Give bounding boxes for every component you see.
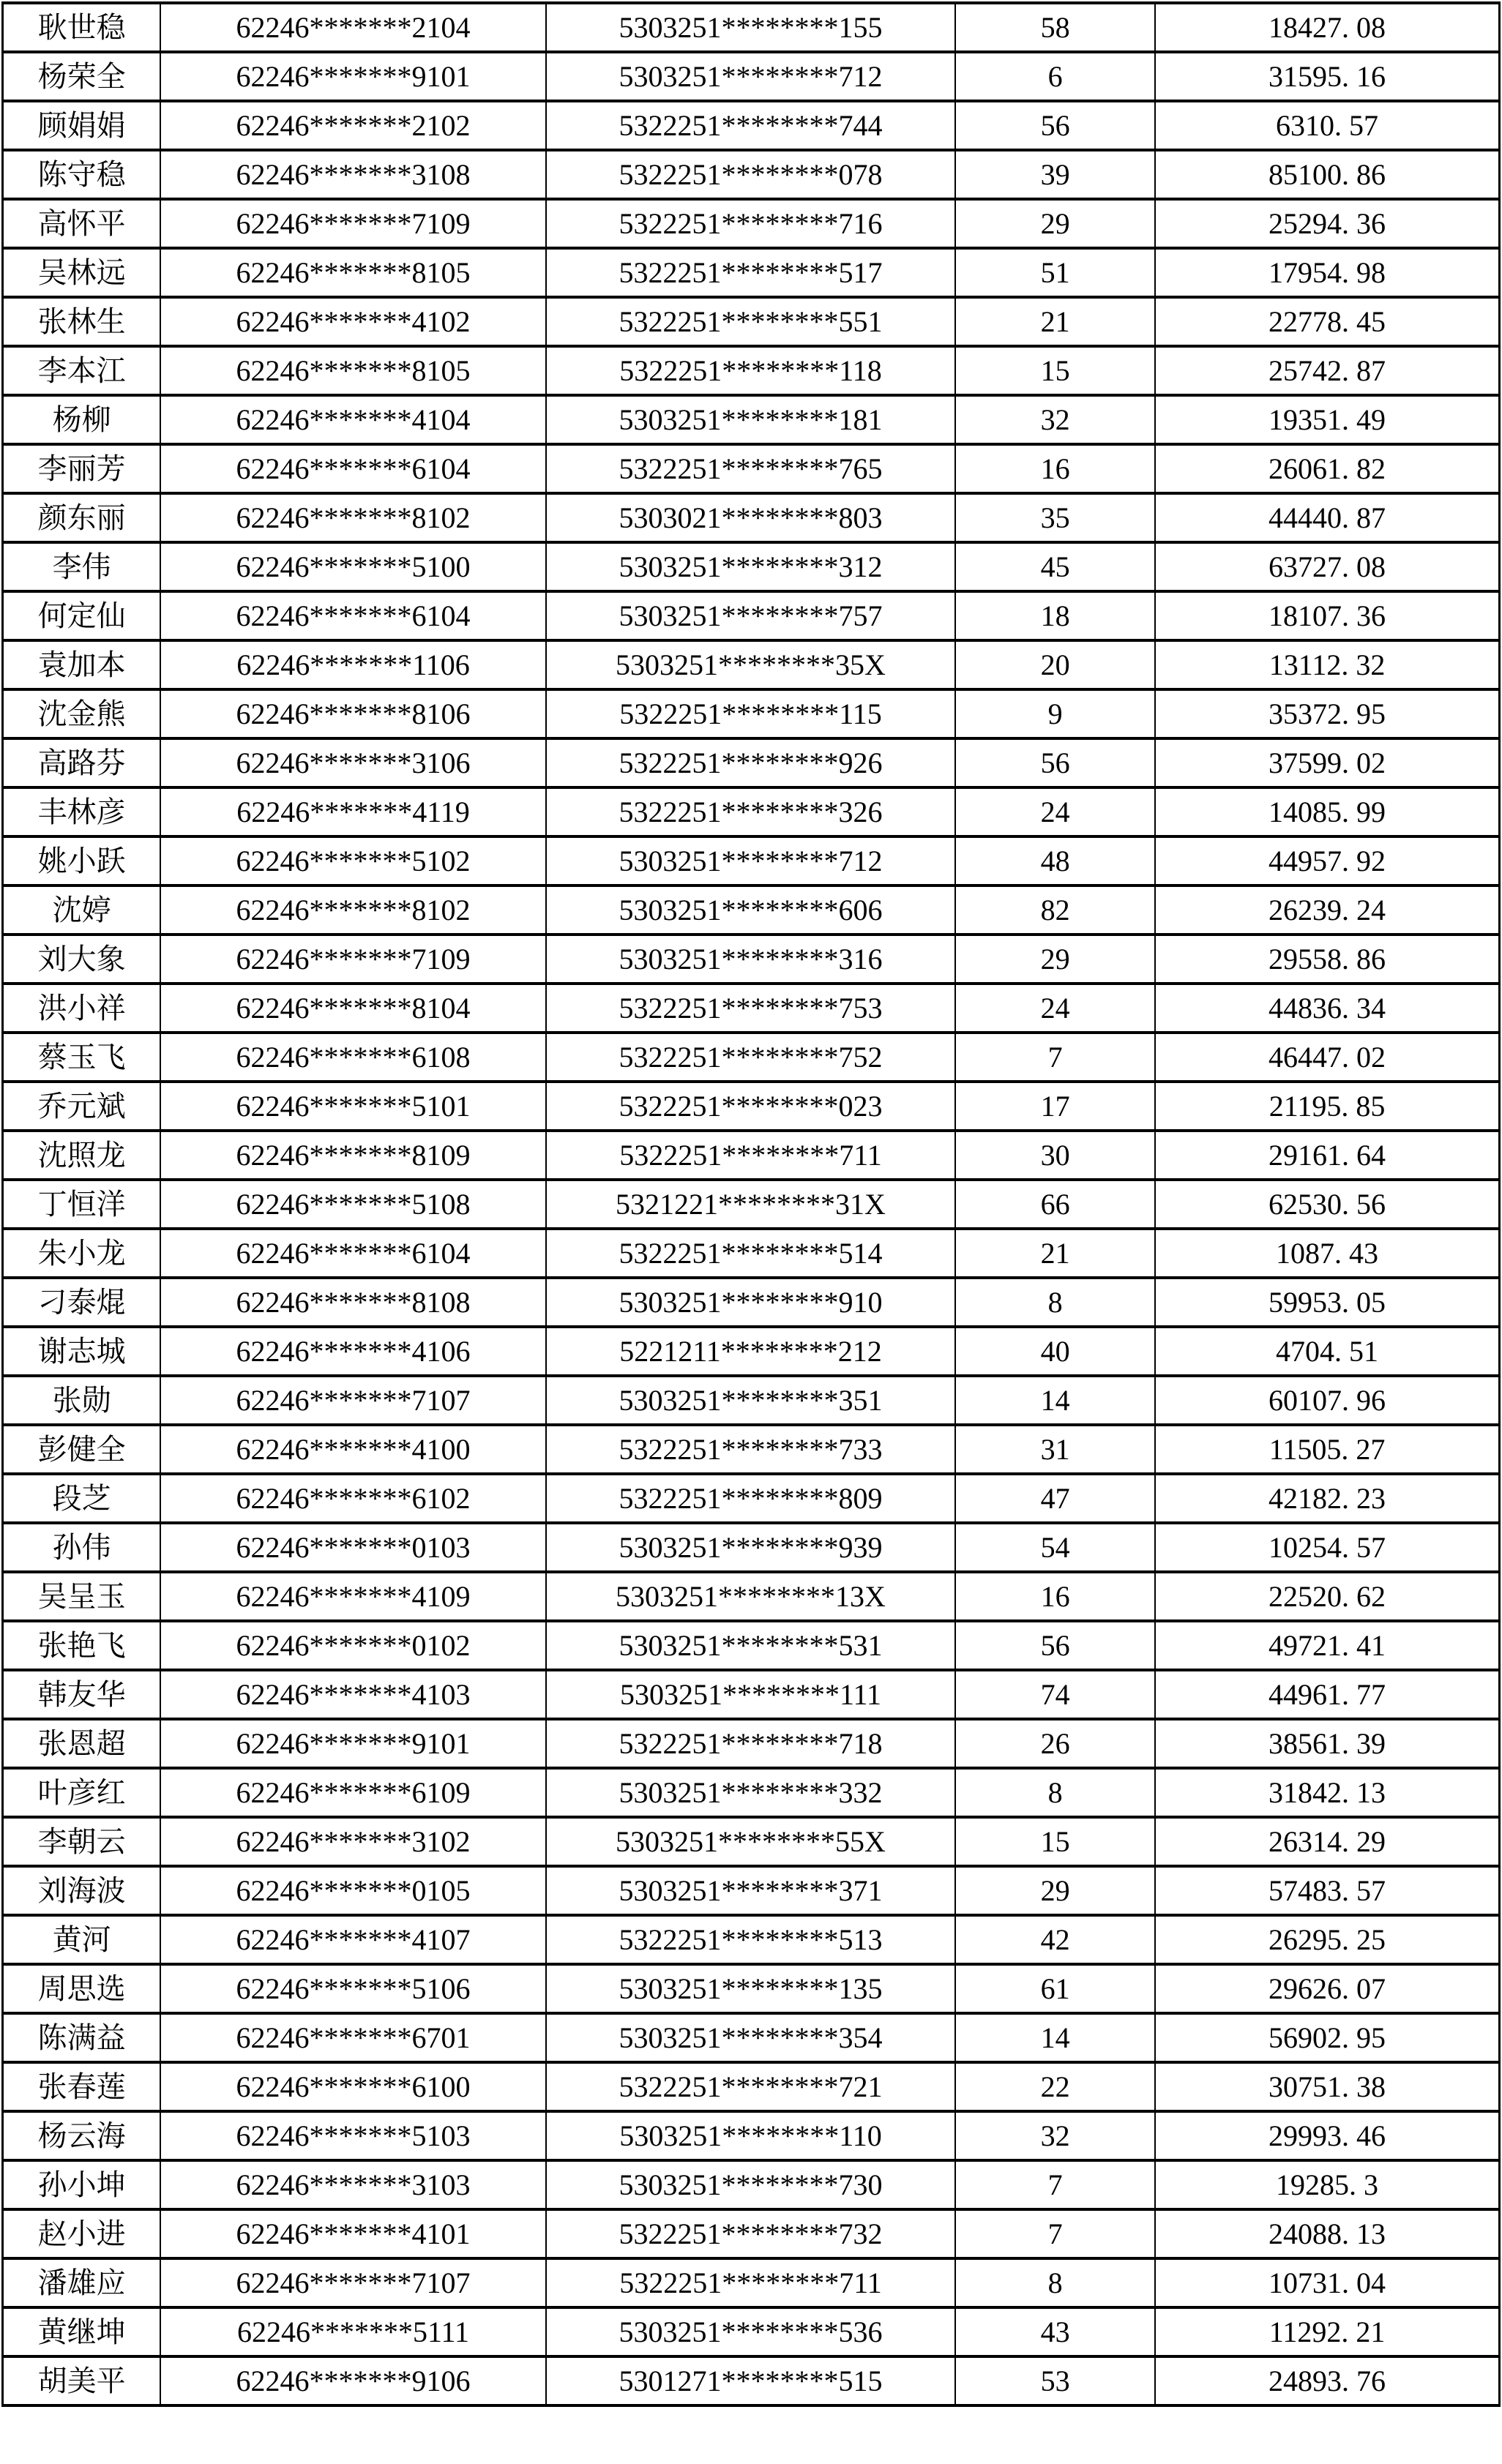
amount-cell: 30751. 38 [1155,2062,1499,2111]
person-name-cell: 黄继坤 [3,2307,161,2356]
person-name-cell: 杨柳 [3,395,161,444]
account-number-cell: 62246*******4119 [160,787,546,836]
person-name-cell: 孙伟 [3,1523,161,1572]
table-row [3,1131,1500,1180]
table-row [3,1964,1500,2013]
transaction-count-cell: 53 [955,2356,1155,2405]
account-number-cell: 62246*******5103 [160,2111,546,2160]
amount-cell: 14085. 99 [1155,787,1499,836]
id-number-cell: 5322251********732 [546,2209,955,2258]
person-name-cell: 杨荣全 [3,52,161,101]
table-row [3,2209,1500,2258]
id-number-cell: 5322251********716 [546,199,955,248]
transaction-count-cell: 8 [955,1278,1155,1327]
account-number-cell: 62246*******4103 [160,1670,546,1719]
account-number-cell: 62246*******6701 [160,2013,546,2062]
person-name-cell: 谢志城 [3,1327,161,1376]
person-name-cell: 孙小坤 [3,2160,161,2209]
amount-cell: 44957. 92 [1155,836,1499,885]
amount-cell: 24893. 76 [1155,2356,1499,2405]
transaction-count-cell: 7 [955,1033,1155,1082]
table-row [3,2307,1500,2356]
table-row [3,1180,1500,1229]
amount-cell: 11292. 21 [1155,2307,1499,2356]
person-name-cell: 颜东丽 [3,493,161,542]
amount-cell: 62530. 56 [1155,1180,1499,1229]
person-name-cell: 高路芬 [3,738,161,787]
amount-cell: 29558. 86 [1155,935,1499,984]
account-number-cell: 62246*******5100 [160,542,546,591]
table-row [3,2160,1500,2209]
person-name-cell: 高怀平 [3,199,161,248]
table-row [3,199,1500,248]
transaction-count-cell: 21 [955,1229,1155,1278]
account-number-cell: 62246*******4104 [160,395,546,444]
amount-cell: 85100. 86 [1155,150,1499,199]
account-number-cell: 62246*******8102 [160,493,546,542]
id-number-cell: 5322251********326 [546,787,955,836]
amount-cell: 24088. 13 [1155,2209,1499,2258]
id-number-cell: 5303251********111 [546,1670,955,1719]
id-number-cell: 5303251********730 [546,2160,955,2209]
person-name-cell: 李伟 [3,542,161,591]
id-number-cell: 5303251********536 [546,2307,955,2356]
table-row [3,1768,1500,1817]
id-number-cell: 5303251********312 [546,542,955,591]
account-number-cell: 62246*******6102 [160,1474,546,1523]
person-name-cell: 李本江 [3,346,161,395]
id-number-cell: 5322251********078 [546,150,955,199]
transaction-count-cell: 24 [955,787,1155,836]
account-number-cell: 62246*******0102 [160,1621,546,1670]
id-number-cell: 5322251********926 [546,738,955,787]
table-row [3,1915,1500,1964]
amount-cell: 17954. 98 [1155,248,1499,297]
id-number-cell: 5303251********757 [546,591,955,640]
person-name-cell: 朱小龙 [3,1229,161,1278]
transaction-count-cell: 14 [955,2013,1155,2062]
transaction-count-cell: 15 [955,1817,1155,1866]
account-number-cell: 62246*******9101 [160,52,546,101]
table-row [3,1866,1500,1915]
account-number-cell: 62246*******1106 [160,640,546,689]
amount-cell: 60107. 96 [1155,1376,1499,1425]
table-row [3,1278,1500,1327]
amount-cell: 46447. 02 [1155,1033,1499,1082]
table-row [3,101,1500,150]
id-number-cell: 5322251********118 [546,346,955,395]
transaction-count-cell: 32 [955,395,1155,444]
transaction-count-cell: 56 [955,738,1155,787]
transaction-count-cell: 39 [955,150,1155,199]
id-number-cell: 5303251********35X [546,640,955,689]
account-number-cell: 62246*******5101 [160,1082,546,1131]
table-row [3,2258,1500,2307]
amount-cell: 26314. 29 [1155,1817,1499,1866]
transaction-count-cell: 48 [955,836,1155,885]
id-number-cell: 5303251********354 [546,2013,955,2062]
person-name-cell: 胡美平 [3,2356,161,2405]
transaction-count-cell: 45 [955,542,1155,591]
table-row [3,1229,1500,1278]
table-row [3,3,1500,52]
amount-cell: 22520. 62 [1155,1572,1499,1621]
table-row [3,1719,1500,1768]
id-number-cell: 5322251********765 [546,444,955,493]
id-number-cell: 5322251********551 [546,297,955,346]
amount-cell: 37599. 02 [1155,738,1499,787]
person-name-cell: 张林生 [3,297,161,346]
transaction-count-cell: 56 [955,1621,1155,1670]
person-name-cell: 周思选 [3,1964,161,2013]
transaction-count-cell: 18 [955,591,1155,640]
amount-cell: 44961. 77 [1155,1670,1499,1719]
account-number-cell: 62246*******4107 [160,1915,546,1964]
amount-cell: 44836. 34 [1155,984,1499,1033]
transaction-count-cell: 47 [955,1474,1155,1523]
id-number-cell: 5322251********718 [546,1719,955,1768]
amount-cell: 25294. 36 [1155,199,1499,248]
table-row [3,591,1500,640]
person-name-cell: 彭健全 [3,1425,161,1474]
table-row [3,1376,1500,1425]
amount-cell: 21195. 85 [1155,1082,1499,1131]
id-number-cell: 5303251********712 [546,52,955,101]
id-number-cell: 5303251********939 [546,1523,955,1572]
id-number-cell: 5303251********155 [546,3,955,52]
id-number-cell: 5322251********513 [546,1915,955,1964]
id-number-cell: 5322251********752 [546,1033,955,1082]
person-name-cell: 吴呈玉 [3,1572,161,1621]
table-row [3,1523,1500,1572]
person-name-cell: 张艳飞 [3,1621,161,1670]
table-row [3,935,1500,984]
id-number-cell: 5303251********371 [546,1866,955,1915]
account-number-cell: 62246*******5106 [160,1964,546,2013]
amount-cell: 59953. 05 [1155,1278,1499,1327]
table-row [3,248,1500,297]
id-number-cell: 5303251********316 [546,935,955,984]
amount-cell: 57483. 57 [1155,1866,1499,1915]
transaction-count-cell: 40 [955,1327,1155,1376]
transaction-count-cell: 17 [955,1082,1155,1131]
amount-cell: 35372. 95 [1155,689,1499,738]
table-row [3,738,1500,787]
table-row [3,1670,1500,1719]
id-number-cell: 5303251********181 [546,395,955,444]
transaction-count-cell: 8 [955,1768,1155,1817]
account-number-cell: 62246*******3106 [160,738,546,787]
id-number-cell: 5322251********514 [546,1229,955,1278]
person-name-cell: 蔡玉飞 [3,1033,161,1082]
person-name-cell: 吴林远 [3,248,161,297]
account-number-cell: 62246*******2104 [160,3,546,52]
account-number-cell: 62246*******4101 [160,2209,546,2258]
table-row [3,885,1500,935]
account-number-cell: 62246*******4109 [160,1572,546,1621]
amount-cell: 11505. 27 [1155,1425,1499,1474]
person-name-cell: 刘海波 [3,1866,161,1915]
person-name-cell: 刘大象 [3,935,161,984]
transaction-count-cell: 30 [955,1131,1155,1180]
amount-cell: 63727. 08 [1155,542,1499,591]
amount-cell: 31842. 13 [1155,1768,1499,1817]
payout-table [1,1,1501,2407]
id-number-cell: 5303251********13X [546,1572,955,1621]
account-number-cell: 62246*******9106 [160,2356,546,2405]
account-number-cell: 62246*******6104 [160,1229,546,1278]
amount-cell: 6310. 57 [1155,101,1499,150]
table-row [3,2062,1500,2111]
account-number-cell: 62246*******8106 [160,689,546,738]
account-number-cell: 62246*******4106 [160,1327,546,1376]
transaction-count-cell: 42 [955,1915,1155,1964]
table-row [3,444,1500,493]
transaction-count-cell: 7 [955,2209,1155,2258]
amount-cell: 4704. 51 [1155,1327,1499,1376]
transaction-count-cell: 9 [955,689,1155,738]
id-number-cell: 5322251********023 [546,1082,955,1131]
table-row [3,150,1500,199]
account-number-cell: 62246*******7109 [160,935,546,984]
amount-cell: 42182. 23 [1155,1474,1499,1523]
account-number-cell: 62246*******6100 [160,2062,546,2111]
person-name-cell: 李丽芳 [3,444,161,493]
person-name-cell: 张恩超 [3,1719,161,1768]
account-number-cell: 62246*******6109 [160,1768,546,1817]
amount-cell: 10254. 57 [1155,1523,1499,1572]
id-number-cell: 5303251********135 [546,1964,955,2013]
person-name-cell: 陈守稳 [3,150,161,199]
table-row [3,1572,1500,1621]
person-name-cell: 刁泰焜 [3,1278,161,1327]
transaction-count-cell: 8 [955,2258,1155,2307]
table-row [3,1033,1500,1082]
account-number-cell: 62246*******8105 [160,248,546,297]
amount-cell: 31595. 16 [1155,52,1499,101]
account-number-cell: 62246*******3103 [160,2160,546,2209]
id-number-cell: 5303251********110 [546,2111,955,2160]
person-name-cell: 杨云海 [3,2111,161,2160]
transaction-count-cell: 6 [955,52,1155,101]
id-number-cell: 5301271********515 [546,2356,955,2405]
id-number-cell: 5221211********212 [546,1327,955,1376]
id-number-cell: 5303251********531 [546,1621,955,1670]
person-name-cell: 何定仙 [3,591,161,640]
transaction-count-cell: 56 [955,101,1155,150]
id-number-cell: 5303021********803 [546,493,955,542]
id-number-cell: 5322251********517 [546,248,955,297]
person-name-cell: 张春莲 [3,2062,161,2111]
account-number-cell: 62246*******5108 [160,1180,546,1229]
amount-cell: 25742. 87 [1155,346,1499,395]
account-number-cell: 62246*******4102 [160,297,546,346]
account-number-cell: 62246*******0103 [160,1523,546,1572]
amount-cell: 13112. 32 [1155,640,1499,689]
transaction-count-cell: 82 [955,885,1155,935]
person-name-cell: 丁恒洋 [3,1180,161,1229]
amount-cell: 49721. 41 [1155,1621,1499,1670]
person-name-cell: 洪小祥 [3,984,161,1033]
transaction-count-cell: 16 [955,444,1155,493]
table-row [3,1082,1500,1131]
table-row [3,2111,1500,2160]
transaction-count-cell: 66 [955,1180,1155,1229]
payout-table-body [3,3,1500,2405]
id-number-cell: 5303251********351 [546,1376,955,1425]
account-number-cell: 62246*******5111 [160,2307,546,2356]
amount-cell: 19285. 3 [1155,2160,1499,2209]
amount-cell: 10731. 04 [1155,2258,1499,2307]
account-number-cell: 62246*******8104 [160,984,546,1033]
transaction-count-cell: 51 [955,248,1155,297]
account-number-cell: 62246*******7107 [160,2258,546,2307]
transaction-count-cell: 24 [955,984,1155,1033]
account-number-cell: 62246*******2102 [160,101,546,150]
account-number-cell: 62246*******8109 [160,1131,546,1180]
id-number-cell: 5303251********332 [546,1768,955,1817]
person-name-cell: 李朝云 [3,1817,161,1866]
amount-cell: 44440. 87 [1155,493,1499,542]
amount-cell: 26239. 24 [1155,885,1499,935]
table-row [3,836,1500,885]
transaction-count-cell: 7 [955,2160,1155,2209]
table-row [3,1327,1500,1376]
account-number-cell: 62246*******8105 [160,346,546,395]
table-row [3,984,1500,1033]
account-number-cell: 62246*******4100 [160,1425,546,1474]
table-row [3,640,1500,689]
id-number-cell: 5322251********115 [546,689,955,738]
id-number-cell: 5303251********712 [546,836,955,885]
table-row [3,346,1500,395]
person-name-cell: 顾娟娟 [3,101,161,150]
id-number-cell: 5303251********606 [546,885,955,935]
person-name-cell: 袁加本 [3,640,161,689]
id-number-cell: 5322251********753 [546,984,955,1033]
table-row [3,395,1500,444]
amount-cell: 26295. 25 [1155,1915,1499,1964]
account-number-cell: 62246*******5102 [160,836,546,885]
transaction-count-cell: 32 [955,2111,1155,2160]
person-name-cell: 沈照龙 [3,1131,161,1180]
amount-cell: 19351. 49 [1155,395,1499,444]
transaction-count-cell: 31 [955,1425,1155,1474]
person-name-cell: 张勋 [3,1376,161,1425]
transaction-count-cell: 20 [955,640,1155,689]
table-row [3,2356,1500,2405]
id-number-cell: 5322251********733 [546,1425,955,1474]
id-number-cell: 5321221********31X [546,1180,955,1229]
person-name-cell: 潘雄应 [3,2258,161,2307]
account-number-cell: 62246*******3108 [160,150,546,199]
amount-cell: 38561. 39 [1155,1719,1499,1768]
person-name-cell: 丰林彦 [3,787,161,836]
transaction-count-cell: 22 [955,2062,1155,2111]
account-number-cell: 62246*******6104 [160,591,546,640]
table-row [3,689,1500,738]
account-number-cell: 62246*******6108 [160,1033,546,1082]
account-number-cell: 62246*******0105 [160,1866,546,1915]
account-number-cell: 62246*******6104 [160,444,546,493]
amount-cell: 1087. 43 [1155,1229,1499,1278]
transaction-count-cell: 74 [955,1670,1155,1719]
id-number-cell: 5322251********711 [546,2258,955,2307]
account-number-cell: 62246*******3102 [160,1817,546,1866]
table-row [3,297,1500,346]
transaction-count-cell: 15 [955,346,1155,395]
person-name-cell: 姚小跃 [3,836,161,885]
transaction-count-cell: 21 [955,297,1155,346]
transaction-count-cell: 29 [955,1866,1155,1915]
account-number-cell: 62246*******9101 [160,1719,546,1768]
person-name-cell: 耿世稳 [3,3,161,52]
id-number-cell: 5303251********55X [546,1817,955,1866]
table-row [3,542,1500,591]
account-number-cell: 62246*******8108 [160,1278,546,1327]
table-row [3,2013,1500,2062]
id-number-cell: 5322251********744 [546,101,955,150]
account-number-cell: 62246*******8102 [160,885,546,935]
person-name-cell: 黄河 [3,1915,161,1964]
transaction-count-cell: 35 [955,493,1155,542]
transaction-count-cell: 61 [955,1964,1155,2013]
table-row [3,493,1500,542]
amount-cell: 56902. 95 [1155,2013,1499,2062]
transaction-count-cell: 58 [955,3,1155,52]
amount-cell: 29993. 46 [1155,2111,1499,2160]
amount-cell: 29626. 07 [1155,1964,1499,2013]
id-number-cell: 5303251********910 [546,1278,955,1327]
transaction-count-cell: 29 [955,935,1155,984]
person-name-cell: 沈婷 [3,885,161,935]
person-name-cell: 韩友华 [3,1670,161,1719]
amount-cell: 29161. 64 [1155,1131,1499,1180]
table-row [3,1474,1500,1523]
amount-cell: 26061. 82 [1155,444,1499,493]
transaction-count-cell: 43 [955,2307,1155,2356]
id-number-cell: 5322251********809 [546,1474,955,1523]
table-row [3,1621,1500,1670]
table-row [3,1817,1500,1866]
amount-cell: 18107. 36 [1155,591,1499,640]
account-number-cell: 62246*******7109 [160,199,546,248]
person-name-cell: 陈满益 [3,2013,161,2062]
id-number-cell: 5322251********711 [546,1131,955,1180]
id-number-cell: 5322251********721 [546,2062,955,2111]
transaction-count-cell: 14 [955,1376,1155,1425]
person-name-cell: 乔元斌 [3,1082,161,1131]
person-name-cell: 叶彦红 [3,1768,161,1817]
transaction-count-cell: 16 [955,1572,1155,1621]
person-name-cell: 段芝 [3,1474,161,1523]
transaction-count-cell: 26 [955,1719,1155,1768]
transaction-count-cell: 29 [955,199,1155,248]
person-name-cell: 沈金熊 [3,689,161,738]
transaction-count-cell: 54 [955,1523,1155,1572]
amount-cell: 22778. 45 [1155,297,1499,346]
amount-cell: 18427. 08 [1155,3,1499,52]
table-row [3,787,1500,836]
account-number-cell: 62246*******7107 [160,1376,546,1425]
person-name-cell: 赵小进 [3,2209,161,2258]
table-row [3,1425,1500,1474]
table-row [3,52,1500,101]
